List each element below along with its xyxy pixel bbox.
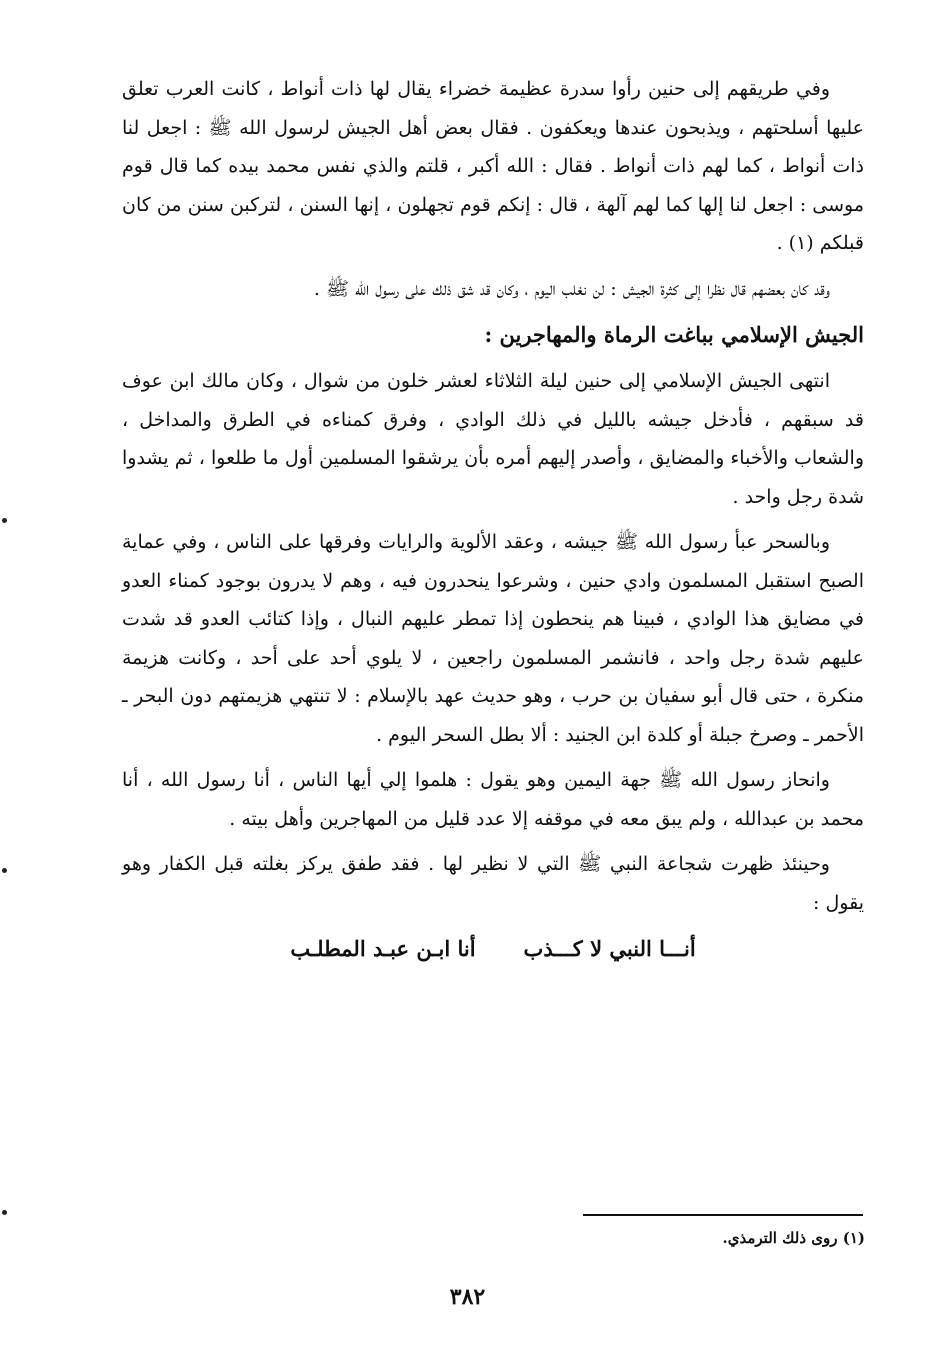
main-text (122, 70, 864, 969)
paragraph-prophet-courage: وحينئذ ظهرت شجاعة النبي ﷺ التي لا نظير لها . فقد طفق يركز بغلته قبل الكفار وهو يقول : (122, 853, 864, 914)
verse-left-hemistich: أنا ابـن عبـد المطلـب (290, 936, 476, 961)
paragraph-army-pride: وقد كان بعضهم قال نظرا إلى كثرة الجيش : لن نغلب اليوم ، وكان قد شق ذلك على رسول الله ﷺ . (313, 277, 830, 300)
scan-speck (2, 1210, 7, 1215)
poetry-verse (122, 930, 864, 969)
scan-speck (2, 868, 7, 873)
verse-right-hemistich: أنـــا النبي لا كـــذب (523, 936, 696, 961)
paragraph-prophet-right-side: وانحاز رسول الله ﷺ جهة اليمين وهو يقول : هلموا إلي أيها الناس ، أنا رسول الله ، أنا محمد بن عبدالله ، ولم يبق معه في موقفه إلا عدد قليل من المهاجرين وأهل بيته . (122, 769, 864, 830)
scan-speck (2, 518, 7, 523)
paragraph-dhat-anwat: وفي طريقهم إلى حنين رأوا سدرة عظيمة خضراء يقال لها ذات أنواط ، كانت العرب تعلق عليها أسلحتهم ، ويذبحون عندها ويعكفون . فقال بعض أهل الجيش لرسول الله ﷺ : اجعل لنا ذات أنواط ، كما لهم ذات أنواط . فقال : الله أكبر ، قلتم والذي نفس محمد بيده كما قال قوم موسى : اجعل لنا إلها كما لهم آلهة ، قال : إنكم قوم تجهلون ، إنها السنن ، لتركبن سنن من كان قبلكم (١) . (122, 78, 864, 254)
paragraph-ambush: وبالسحر عبأ رسول الله ﷺ جيشه ، وعقد الألوية والرايات وفرقها على الناس ، وفي عماية الصبح استقبل المسلمون وادي حنين ، وشرعوا ينحدرون فيه ، وهم لا يدرون بوجود كمناء العدو في مضايق هذا الوادي ، فبينا هم ينحطون إذا تمطر عليهم النبال ، وإذا كتائب العدو قد شدت عليهم شدة رجل واحد ، فانشمر المسلمون راجعين ، لا يلوي أحد على أحد ، وكانت هزيمة منكرة ، حتى قال أبو سفيان بن حرب ، وهو حديث عهد بالإسلام : لا تنتهي هزيمتهم دون البحر ـ الأحمر ـ وصرخ جبلة أو كلدة ابن الجنيد : ألا بطل السحر اليوم . (122, 531, 864, 746)
page-number: ٣٨٢ (449, 1284, 486, 1310)
section-heading: الجيش الإسلامي بباغت الرماة والمهاجرين : (484, 322, 864, 347)
footnote: (١) روى ذلك الترمذي. (722, 1229, 865, 1247)
footnote-divider (583, 1214, 863, 1216)
paragraph-arrival-hunayn: انتهى الجيش الإسلامي إلى حنين ليلة الثلاثاء لعشر خلون من شوال ، وكان مالك ابن عوف قد سبقهم ، فأدخل جيشه بالليل في ذلك الوادي ، وفرق كمناءه في الطرق والمداخل ، والشعاب والأخباء والمضايق ، وأصدر إليهم أمره بأن يرشقوا المسلمين أول ما طلعوا ، ثم يشدوا شدة رجل واحد . (122, 370, 864, 508)
